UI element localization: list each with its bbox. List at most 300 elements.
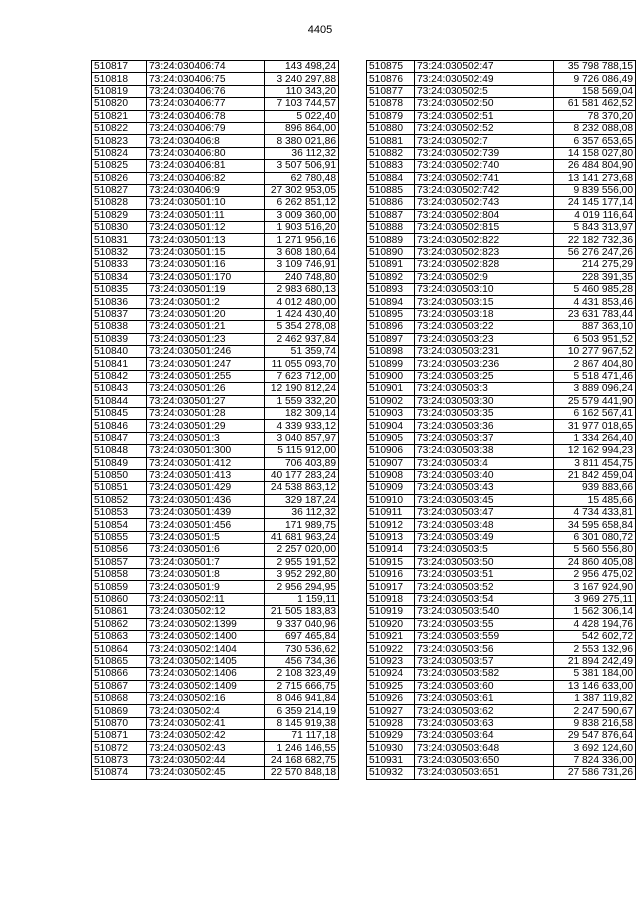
value-cell: 6 262 851,12 [265, 197, 339, 209]
row-number-cell: 510887 [367, 209, 415, 221]
cadastral-number-cell: 73:24:030502:804 [415, 209, 554, 221]
table-row [92, 321, 339, 333]
value-cell: 697 465,84 [265, 630, 339, 642]
row-number-cell: 510916 [367, 569, 415, 581]
table-row [367, 482, 636, 494]
row-number-cell: 510918 [367, 593, 415, 605]
value-cell: 1 559 332,20 [265, 395, 339, 407]
cadastral-number-cell: 73:24:030503:18 [415, 308, 554, 320]
cadastral-number-cell: 73:24:030406:9 [147, 184, 265, 196]
value-cell: 1 334 264,40 [554, 432, 636, 444]
row-number-cell: 510915 [367, 556, 415, 568]
table-row [92, 531, 339, 543]
value-cell: 329 187,24 [265, 494, 339, 506]
row-number-cell: 510822 [92, 122, 147, 134]
cadastral-number-cell: 73:24:030503:15 [415, 296, 554, 308]
cadastral-number-cell: 73:24:030501:429 [147, 482, 265, 494]
table-row [367, 358, 636, 370]
row-number-cell: 510906 [367, 445, 415, 457]
cadastral-number-cell: 73:24:030501:7 [147, 556, 265, 568]
value-cell: 12 190 812,24 [265, 383, 339, 395]
row-number-cell: 510892 [367, 271, 415, 283]
value-cell: 7 824 336,00 [554, 754, 636, 766]
cadastral-number-cell: 73:24:030503:64 [415, 730, 554, 742]
table-row [367, 432, 636, 444]
cadastral-number-cell: 73:24:030501:247 [147, 358, 265, 370]
table-row [92, 655, 339, 667]
value-cell: 3 811 454,75 [554, 457, 636, 469]
value-cell: 2 955 191,52 [265, 556, 339, 568]
table-row [92, 209, 339, 221]
table-row [367, 370, 636, 382]
cadastral-number-cell: 73:24:030502:1409 [147, 680, 265, 692]
value-cell: 23 631 783,44 [554, 308, 636, 320]
value-cell: 22 182 732,36 [554, 234, 636, 246]
table-row [367, 234, 636, 246]
value-cell: 5 115 912,00 [265, 445, 339, 457]
value-cell: 2 247 590,67 [554, 705, 636, 717]
row-number-cell: 510932 [367, 767, 415, 779]
value-cell: 25 579 441,90 [554, 395, 636, 407]
table-row [92, 184, 339, 196]
value-cell: 71 117,18 [265, 730, 339, 742]
cadastral-number-cell: 73:24:030502:741 [415, 172, 554, 184]
value-cell: 62 780,48 [265, 172, 339, 184]
cadastral-number-cell: 73:24:030503:48 [415, 519, 554, 531]
row-number-cell: 510852 [92, 494, 147, 506]
cadastral-number-cell: 73:24:030502:50 [415, 98, 554, 110]
table-row [367, 618, 636, 630]
table-row [92, 370, 339, 382]
cadastral-number-cell: 73:24:030502:1399 [147, 618, 265, 630]
cadastral-number-cell: 73:24:030502:742 [415, 184, 554, 196]
cadastral-number-cell: 73:24:030502:740 [415, 160, 554, 172]
row-number-cell: 510931 [367, 754, 415, 766]
row-number-cell: 510909 [367, 482, 415, 494]
table-row [92, 630, 339, 642]
value-cell: 9 838 216,58 [554, 717, 636, 729]
table-row [92, 98, 339, 110]
value-cell: 6 162 567,41 [554, 407, 636, 419]
row-number-cell: 510913 [367, 531, 415, 543]
value-cell: 36 112,32 [265, 507, 339, 519]
table-row [367, 197, 636, 209]
table-row [92, 569, 339, 581]
cadastral-number-cell: 73:24:030501:246 [147, 345, 265, 357]
cadastral-number-cell: 73:24:030501:15 [147, 246, 265, 258]
table-row [92, 147, 339, 159]
table-row [367, 395, 636, 407]
value-cell: 896 864,00 [265, 122, 339, 134]
row-number-cell: 510845 [92, 407, 147, 419]
row-number-cell: 510854 [92, 519, 147, 531]
value-cell: 887 363,10 [554, 321, 636, 333]
row-number-cell: 510858 [92, 569, 147, 581]
cadastral-number-cell: 73:24:030406:74 [147, 61, 265, 73]
table-row [92, 432, 339, 444]
table-row [367, 457, 636, 469]
value-cell: 240 748,80 [265, 271, 339, 283]
value-cell: 1 424 430,40 [265, 308, 339, 320]
registry-table-left [91, 60, 339, 780]
table-row [92, 420, 339, 432]
cadastral-number-cell: 73:24:030503:52 [415, 581, 554, 593]
cadastral-number-cell: 73:24:030501:456 [147, 519, 265, 531]
row-number-cell: 510903 [367, 407, 415, 419]
table-row [92, 618, 339, 630]
table-row [92, 730, 339, 742]
row-number-cell: 510925 [367, 680, 415, 692]
cadastral-number-cell: 73:24:030503:62 [415, 705, 554, 717]
table-row [92, 705, 339, 717]
cadastral-number-cell: 73:24:030502:41 [147, 717, 265, 729]
row-number-cell: 510823 [92, 135, 147, 147]
cadastral-number-cell: 73:24:030501:9 [147, 581, 265, 593]
table-row [367, 73, 636, 85]
row-number-cell: 510883 [367, 160, 415, 172]
value-cell: 456 734,36 [265, 655, 339, 667]
cadastral-number-cell: 73:24:030406:78 [147, 110, 265, 122]
row-number-cell: 510824 [92, 147, 147, 159]
row-number-cell: 510817 [92, 61, 147, 73]
row-number-cell: 510831 [92, 234, 147, 246]
row-number-cell: 510879 [367, 110, 415, 122]
value-cell: 21 894 242,49 [554, 655, 636, 667]
table-row [367, 754, 636, 766]
table-row [367, 333, 636, 345]
cadastral-number-cell: 73:24:030503:648 [415, 742, 554, 754]
row-number-cell: 510843 [92, 383, 147, 395]
cadastral-number-cell: 73:24:030502:7 [415, 135, 554, 147]
table-row [367, 717, 636, 729]
value-cell: 1 271 956,16 [265, 234, 339, 246]
table-row [92, 234, 339, 246]
value-cell: 2 956 294,95 [265, 581, 339, 593]
table-row [92, 482, 339, 494]
row-number-cell: 510895 [367, 308, 415, 320]
table-row [367, 606, 636, 618]
row-number-cell: 510860 [92, 593, 147, 605]
table-row [367, 705, 636, 717]
value-cell: 78 370,20 [554, 110, 636, 122]
cadastral-number-cell: 73:24:030503:50 [415, 556, 554, 568]
cadastral-number-cell: 73:24:030501:26 [147, 383, 265, 395]
cadastral-number-cell: 73:24:030502:4 [147, 705, 265, 717]
row-number-cell: 510821 [92, 110, 147, 122]
row-number-cell: 510872 [92, 742, 147, 754]
row-number-cell: 510905 [367, 432, 415, 444]
cadastral-number-cell: 73:24:030503:4 [415, 457, 554, 469]
table-row [92, 643, 339, 655]
cadastral-number-cell: 73:24:030502:828 [415, 259, 554, 271]
row-number-cell: 510885 [367, 184, 415, 196]
table-row [92, 692, 339, 704]
row-number-cell: 510898 [367, 345, 415, 357]
page-number: 4405 [307, 24, 333, 36]
row-number-cell: 510818 [92, 73, 147, 85]
value-cell: 8 232 088,08 [554, 122, 636, 134]
table-row [367, 85, 636, 97]
table-row [92, 345, 339, 357]
cadastral-number-cell: 73:24:030502:815 [415, 222, 554, 234]
table-row [367, 531, 636, 543]
row-number-cell: 510847 [92, 432, 147, 444]
value-cell: 5 381 184,00 [554, 668, 636, 680]
value-cell: 5 843 313,97 [554, 222, 636, 234]
cadastral-number-cell: 73:24:030501:20 [147, 308, 265, 320]
table-row [367, 209, 636, 221]
value-cell: 4 012 480,00 [265, 296, 339, 308]
value-cell: 40 177 283,24 [265, 469, 339, 481]
row-number-cell: 510908 [367, 469, 415, 481]
cadastral-number-cell: 73:24:030503:51 [415, 569, 554, 581]
row-number-cell: 510897 [367, 333, 415, 345]
cadastral-number-cell: 73:24:030503:40 [415, 469, 554, 481]
row-number-cell: 510873 [92, 754, 147, 766]
value-cell: 24 538 863,12 [265, 482, 339, 494]
row-number-cell: 510878 [367, 98, 415, 110]
table-row [367, 680, 636, 692]
table-row [367, 308, 636, 320]
table-row [92, 85, 339, 97]
value-cell: 228 391,35 [554, 271, 636, 283]
row-number-cell: 510859 [92, 581, 147, 593]
cadastral-number-cell: 73:24:030501:28 [147, 407, 265, 419]
row-number-cell: 510833 [92, 259, 147, 271]
value-cell: 939 883,66 [554, 482, 636, 494]
cadastral-number-cell: 73:24:030502:739 [415, 147, 554, 159]
table-row [367, 655, 636, 667]
value-cell: 15 485,66 [554, 494, 636, 506]
value-cell: 36 112,32 [265, 147, 339, 159]
cadastral-number-cell: 73:24:030501:11 [147, 209, 265, 221]
table-row [92, 358, 339, 370]
table-row [92, 606, 339, 618]
value-cell: 2 983 680,13 [265, 284, 339, 296]
row-number-cell: 510826 [92, 172, 147, 184]
row-number-cell: 510875 [367, 61, 415, 73]
value-cell: 2 553 132,96 [554, 643, 636, 655]
table-row [367, 284, 636, 296]
cadastral-number-cell: 73:24:030501:12 [147, 222, 265, 234]
value-cell: 4 339 933,12 [265, 420, 339, 432]
table-row [92, 259, 339, 271]
row-number-cell: 510923 [367, 655, 415, 667]
row-number-cell: 510914 [367, 544, 415, 556]
value-cell: 56 276 247,26 [554, 246, 636, 258]
row-number-cell: 510880 [367, 122, 415, 134]
table-row [92, 222, 339, 234]
table-row [92, 593, 339, 605]
table-row [92, 717, 339, 729]
row-number-cell: 510838 [92, 321, 147, 333]
row-number-cell: 510836 [92, 296, 147, 308]
value-cell: 13 146 633,00 [554, 680, 636, 692]
row-number-cell: 510829 [92, 209, 147, 221]
row-number-cell: 510856 [92, 544, 147, 556]
row-number-cell: 510828 [92, 197, 147, 209]
table-row [92, 581, 339, 593]
row-number-cell: 510864 [92, 643, 147, 655]
row-number-cell: 510846 [92, 420, 147, 432]
table-row [92, 395, 339, 407]
cadastral-number-cell: 73:24:030502:823 [415, 246, 554, 258]
table-row [367, 692, 636, 704]
row-number-cell: 510841 [92, 358, 147, 370]
table-row [92, 160, 339, 172]
row-number-cell: 510924 [367, 668, 415, 680]
cadastral-number-cell: 73:24:030502:44 [147, 754, 265, 766]
row-number-cell: 510904 [367, 420, 415, 432]
row-number-cell: 510837 [92, 308, 147, 320]
value-cell: 3 507 506,91 [265, 160, 339, 172]
table-row [367, 135, 636, 147]
cadastral-number-cell: 73:24:030503:540 [415, 606, 554, 618]
cadastral-number-cell: 73:24:030406:75 [147, 73, 265, 85]
row-number-cell: 510857 [92, 556, 147, 568]
table-row [367, 494, 636, 506]
value-cell: 1 562 306,14 [554, 606, 636, 618]
value-cell: 9 839 556,00 [554, 184, 636, 196]
cadastral-number-cell: 73:24:030502:43 [147, 742, 265, 754]
value-cell: 2 715 666,75 [265, 680, 339, 692]
table-row [92, 754, 339, 766]
value-cell: 2 257 020,00 [265, 544, 339, 556]
value-cell: 5 460 985,28 [554, 284, 636, 296]
row-number-cell: 510850 [92, 469, 147, 481]
value-cell: 730 536,62 [265, 643, 339, 655]
value-cell: 110 343,20 [265, 85, 339, 97]
cadastral-number-cell: 73:24:030502:42 [147, 730, 265, 742]
row-number-cell: 510835 [92, 284, 147, 296]
row-number-cell: 510842 [92, 370, 147, 382]
cadastral-number-cell: 73:24:030502:9 [415, 271, 554, 283]
table-row [92, 296, 339, 308]
value-cell: 27 302 953,05 [265, 184, 339, 196]
row-number-cell: 510891 [367, 259, 415, 271]
table-row [367, 246, 636, 258]
cadastral-number-cell: 73:24:030503:231 [415, 345, 554, 357]
value-cell: 11 055 093,70 [265, 358, 339, 370]
row-number-cell: 510869 [92, 705, 147, 717]
row-number-cell: 510870 [92, 717, 147, 729]
cadastral-number-cell: 73:24:030501:255 [147, 370, 265, 382]
row-number-cell: 510819 [92, 85, 147, 97]
value-cell: 2 956 475,02 [554, 569, 636, 581]
cadastral-number-cell: 73:24:030503:650 [415, 754, 554, 766]
value-cell: 24 145 177,14 [554, 197, 636, 209]
row-number-cell: 510911 [367, 507, 415, 519]
value-cell: 4 431 853,46 [554, 296, 636, 308]
cadastral-number-cell: 73:24:030501:412 [147, 457, 265, 469]
value-cell: 5 022,40 [265, 110, 339, 122]
row-number-cell: 510900 [367, 370, 415, 382]
row-number-cell: 510865 [92, 655, 147, 667]
row-number-cell: 510862 [92, 618, 147, 630]
row-number-cell: 510830 [92, 222, 147, 234]
table-row [92, 457, 339, 469]
row-number-cell: 510866 [92, 668, 147, 680]
row-number-cell: 510851 [92, 482, 147, 494]
table-row [92, 544, 339, 556]
table-row [367, 569, 636, 581]
table-row [367, 122, 636, 134]
cadastral-number-cell: 73:24:030501:29 [147, 420, 265, 432]
table-row [367, 345, 636, 357]
row-number-cell: 510910 [367, 494, 415, 506]
table-row [367, 147, 636, 159]
row-number-cell: 510839 [92, 333, 147, 345]
row-number-cell: 510919 [367, 606, 415, 618]
table-row [367, 61, 636, 73]
cadastral-number-cell: 73:24:030406:80 [147, 147, 265, 159]
cadastral-number-cell: 73:24:030501:21 [147, 321, 265, 333]
cadastral-number-cell: 73:24:030502:16 [147, 692, 265, 704]
cadastral-number-cell: 73:24:030502:822 [415, 234, 554, 246]
table-row [92, 742, 339, 754]
cadastral-number-cell: 73:24:030501:439 [147, 507, 265, 519]
cadastral-number-cell: 73:24:030502:5 [415, 85, 554, 97]
table-row [367, 98, 636, 110]
value-cell: 182 309,14 [265, 407, 339, 419]
cadastral-number-cell: 73:24:030501:16 [147, 259, 265, 271]
value-cell: 41 681 963,24 [265, 531, 339, 543]
value-cell: 7 623 712,00 [265, 370, 339, 382]
table-row [367, 767, 636, 779]
row-number-cell: 510840 [92, 345, 147, 357]
row-number-cell: 510917 [367, 581, 415, 593]
cadastral-number-cell: 73:24:030502:11 [147, 593, 265, 605]
cadastral-number-cell: 73:24:030503:45 [415, 494, 554, 506]
value-cell: 51 359,74 [265, 345, 339, 357]
value-cell: 21 505 183,83 [265, 606, 339, 618]
table-row [92, 122, 339, 134]
table-row [92, 519, 339, 531]
row-number-cell: 510832 [92, 246, 147, 258]
table-row [367, 742, 636, 754]
cadastral-number-cell: 73:24:030503:63 [415, 717, 554, 729]
table-row [367, 296, 636, 308]
value-cell: 3 040 857,97 [265, 432, 339, 444]
table-row [367, 172, 636, 184]
table-row [367, 222, 636, 234]
value-cell: 3 969 275,11 [554, 593, 636, 605]
row-number-cell: 510912 [367, 519, 415, 531]
cadastral-number-cell: 73:24:030501:170 [147, 271, 265, 283]
value-cell: 1 246 146,55 [265, 742, 339, 754]
value-cell: 143 498,24 [265, 61, 339, 73]
cadastral-number-cell: 73:24:030502:52 [415, 122, 554, 134]
cadastral-number-cell: 73:24:030502:47 [415, 61, 554, 73]
cadastral-number-cell: 73:24:030503:651 [415, 767, 554, 779]
row-number-cell: 510876 [367, 73, 415, 85]
table-row [367, 160, 636, 172]
cadastral-number-cell: 73:24:030503:25 [415, 370, 554, 382]
cadastral-number-cell: 73:24:030501:300 [147, 445, 265, 457]
value-cell: 31 977 018,65 [554, 420, 636, 432]
value-cell: 4 734 433,81 [554, 507, 636, 519]
value-cell: 14 158 027,80 [554, 147, 636, 159]
row-number-cell: 510848 [92, 445, 147, 457]
table-row [92, 172, 339, 184]
cadastral-number-cell: 73:24:030503:30 [415, 395, 554, 407]
row-number-cell: 510849 [92, 457, 147, 469]
row-number-cell: 510834 [92, 271, 147, 283]
value-cell: 6 301 080,72 [554, 531, 636, 543]
row-number-cell: 510877 [367, 85, 415, 97]
cadastral-number-cell: 73:24:030503:61 [415, 692, 554, 704]
table-row [92, 668, 339, 680]
